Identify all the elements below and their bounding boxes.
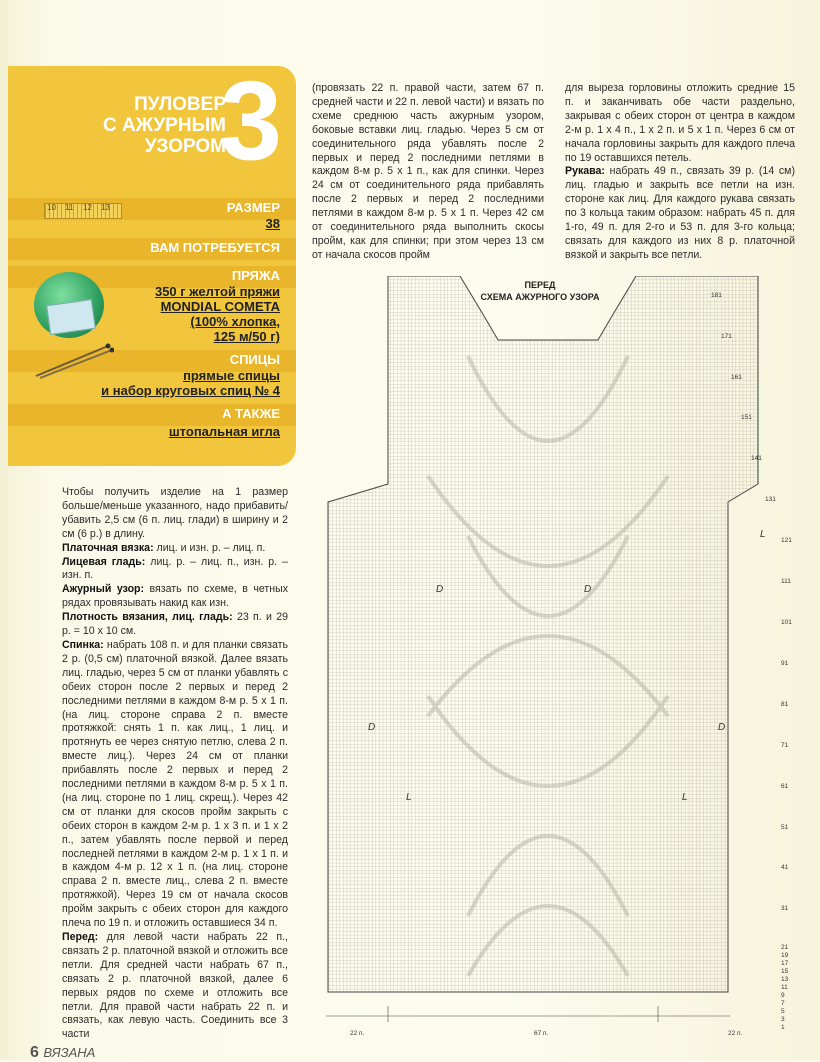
row-number: 17 [781, 960, 789, 967]
needles-title: СПИЦЫ [229, 352, 280, 367]
also-value: штопальная игла [168, 424, 280, 439]
chart-symbol-mark: L [682, 792, 688, 803]
paragraph: Плотность вязания, лиц. гладь: 23 п. и 29 р. = 10 х 10 см. [62, 611, 288, 638]
row-number: 121 [781, 537, 792, 544]
row-number: 91 [781, 660, 789, 667]
chart-symbol-mark: D [584, 584, 592, 595]
size-value: 38 [265, 216, 280, 231]
row-number: 15 [781, 968, 789, 975]
ruler-icon [44, 203, 122, 219]
chart-symbol-mark: D [368, 722, 376, 733]
yarn-line: 350 г желтой пряжи [154, 284, 280, 299]
row-number: 181 [711, 292, 722, 299]
row-number: 3 [781, 1016, 785, 1023]
row-number: 1 [781, 1024, 785, 1031]
chart-symbol-mark: D [436, 584, 444, 595]
row-number: 81 [781, 701, 789, 708]
ruler-mark: 13 [101, 203, 110, 212]
row-number: 11 [781, 984, 788, 991]
chart-title [470, 279, 610, 303]
row-number: 9 [781, 992, 785, 999]
project-header-panel [8, 58, 296, 466]
chart-symbol-mark: L [760, 529, 766, 540]
row-number: 21 [781, 944, 789, 951]
paragraph: Платочная вязка: лиц. и изн. р. – лиц. п. [62, 541, 266, 554]
ruler-mark: 12 [83, 203, 92, 212]
size-title: РАЗМЕР [226, 200, 280, 215]
needles-line: и набор круговых спиц № 4 [101, 383, 280, 398]
title-line: УЗОРОМ [144, 136, 226, 157]
width-label-left: 22 п. [350, 1030, 365, 1037]
row-number: 151 [741, 414, 752, 421]
yarn-line: (100% хлопка, [190, 314, 280, 329]
row-number: 101 [781, 619, 792, 626]
chart-title-line: ПЕРЕД [524, 280, 556, 290]
also-section-bar [8, 404, 296, 426]
paragraph: (провязать 22 п. правой части, затем 67 п. средней части и 22 п. левой части) и вязать по схеме среднюю часть ажурным узором, боковые вставки лиц. гладью. Через 5 см от соединительного ряда убавлять после 2 первых и перед 2 последними петлями в каждом 8-м р. 5 х 1 п., как для спинки. Через 24 см от соединительного ряда прибавлять после 2 первых и перед 2 последними петлями в каждом 8-м р. 5 х 1 п. Через 42 см от соединительного ряда выполнить скосы пройм, как для спинки; при этом через 13 см от начала скосов пройм [312, 82, 544, 261]
row-number: 51 [781, 824, 789, 831]
needles-line: прямые спицы [183, 368, 280, 383]
paragraph: Чтобы получить изделие на 1 размер больше/меньше указанного, надо прибавить/убавить 2,5 см (6 п. лиц. глади) в ширину и 2 см (6 р.) в длину. [62, 486, 288, 540]
brand-name: ВЯЗАНА [43, 1045, 96, 1060]
paragraph: Рукава: набрать 49 п., связать 39 р. (14 см) лиц. гладью и закрыть все петли на изн. стороне как лиц. Для каждого рукава связать по 3 кольца таким образом: набрать 45 п. для 1-го, 49 п. для 2-го и 53 п. для 3-го кольца; связать для каждого из них 8 р. платочной вязкой и закрыть все петли. [565, 165, 795, 261]
row-number: 31 [781, 905, 789, 912]
yarn-line: 125 м/50 г) [213, 329, 280, 344]
lace-pattern-chart [318, 276, 788, 1036]
yarn-title: ПРЯЖА [231, 268, 280, 283]
row-number: 7 [781, 1000, 785, 1007]
yarn-label-icon [46, 299, 96, 335]
page-number: 6 [30, 1044, 39, 1061]
row-number: 131 [765, 496, 776, 503]
yarn-line: MONDIAL COMETA [160, 299, 280, 314]
paragraph: Спинка: набрать 108 п. и для планки связать 2 р. (0,5 см) платочной вязкой. Далее вязать лиц. гладью, через 5 см от планки убавлять с обеих сторон после 2 первых и перед 2 последними петлями в каждом 8-м р. 5 х 1 п. (на лиц. стороне справа 2 п. вместе протяжкой: снять 1 п. как лиц., 1 лиц. и протянуть ее через снятую петлю, слева 2 п. вместе лиц.). Через 24 см от планки прибавлять после 2 первых и перед 2 последними петлями в каждом 8-м р. 5 х 1 п. (на лиц. стороне по 1 лиц. скрещ.). Через 42 см от планки для скосов пройм закрыть с обеих сторон в каждом 2-м р. 1 х 3 п. и 1 х 2 п., затем убавлять после первой и перед последней петлями в каждом 2-м р. 1 х 1 п. и в каждом 4-м р. 12 х 1 п. (на лиц. стороне справа 2 п. вместе лиц., слева 2 п. вместе протяжкой). Через 19 см от начала скосов пройм закрыть с обеих сторон для каждого плеча по 19 п. и отложить оставшиеся 34 п. [62, 638, 288, 930]
ruler-mark: 10 [47, 203, 56, 212]
row-number: 171 [721, 333, 732, 340]
chart-title-line: СХЕМА АЖУРНОГО УЗОРА [480, 292, 600, 302]
width-label-right: 22 п. [728, 1030, 743, 1037]
row-number: 19 [781, 952, 789, 959]
project-number: 3 [219, 58, 282, 183]
row-number: 5 [781, 1008, 785, 1015]
ruler-mark: 11 [65, 203, 74, 212]
text-column-left [62, 486, 288, 1042]
paragraph: Ажурный узор: вязать по схеме, в четных рядах провязывать накид как изн. [62, 583, 288, 610]
page-footer [30, 1044, 95, 1062]
row-number: 111 [781, 578, 791, 585]
chart-symbol-mark: D [718, 722, 726, 733]
row-number: 161 [731, 374, 742, 381]
need-section-bar [8, 238, 296, 260]
width-label-middle: 67 п. [534, 1030, 549, 1037]
project-title [103, 94, 226, 157]
text-column-right [565, 82, 795, 263]
needles-description [101, 368, 280, 398]
title-line: С АЖУРНЫМ [102, 115, 226, 136]
text-column-middle [312, 82, 544, 263]
title-line: ПУЛОВЕР [134, 94, 226, 115]
row-number: 61 [781, 783, 789, 790]
paragraph: для выреза горловины отложить средние 15 п. и заканчивать обе части раздельно, закрывая с обеих сторон от центра в каждом 2-м р. 1 х 4 п., 1 х 2 п. и 5 х 1 п. Через 6 см от начала горловины закрыть для каждого плеча по 19 оставшихся петель. [565, 82, 795, 164]
yarn-description [155, 284, 280, 344]
row-number: 41 [781, 864, 789, 871]
row-number: 13 [781, 976, 789, 983]
chart-symbol-mark: L [406, 792, 412, 803]
row-number: 141 [751, 455, 762, 462]
paragraph: Лицевая гладь: лиц. р. – лиц. п., изн. р. – изн. п. [62, 555, 288, 582]
row-number: 71 [781, 742, 789, 749]
need-title: ВАМ ПОТРЕБУЕТСЯ [150, 240, 280, 255]
paragraph: Перед: для левой части набрать 22 п., связать 2 р. платочной вязкой и отложить все петли. Для средней части набрать 67 п., связать 2 р. платочной вязкой, далее 6 первых рядов по схеме и отложить все петли. Для правой части набрать 22 п. и связать, как левую часть. Соединить все 3 части [62, 931, 288, 1041]
also-title: А ТАКЖЕ [222, 406, 280, 421]
